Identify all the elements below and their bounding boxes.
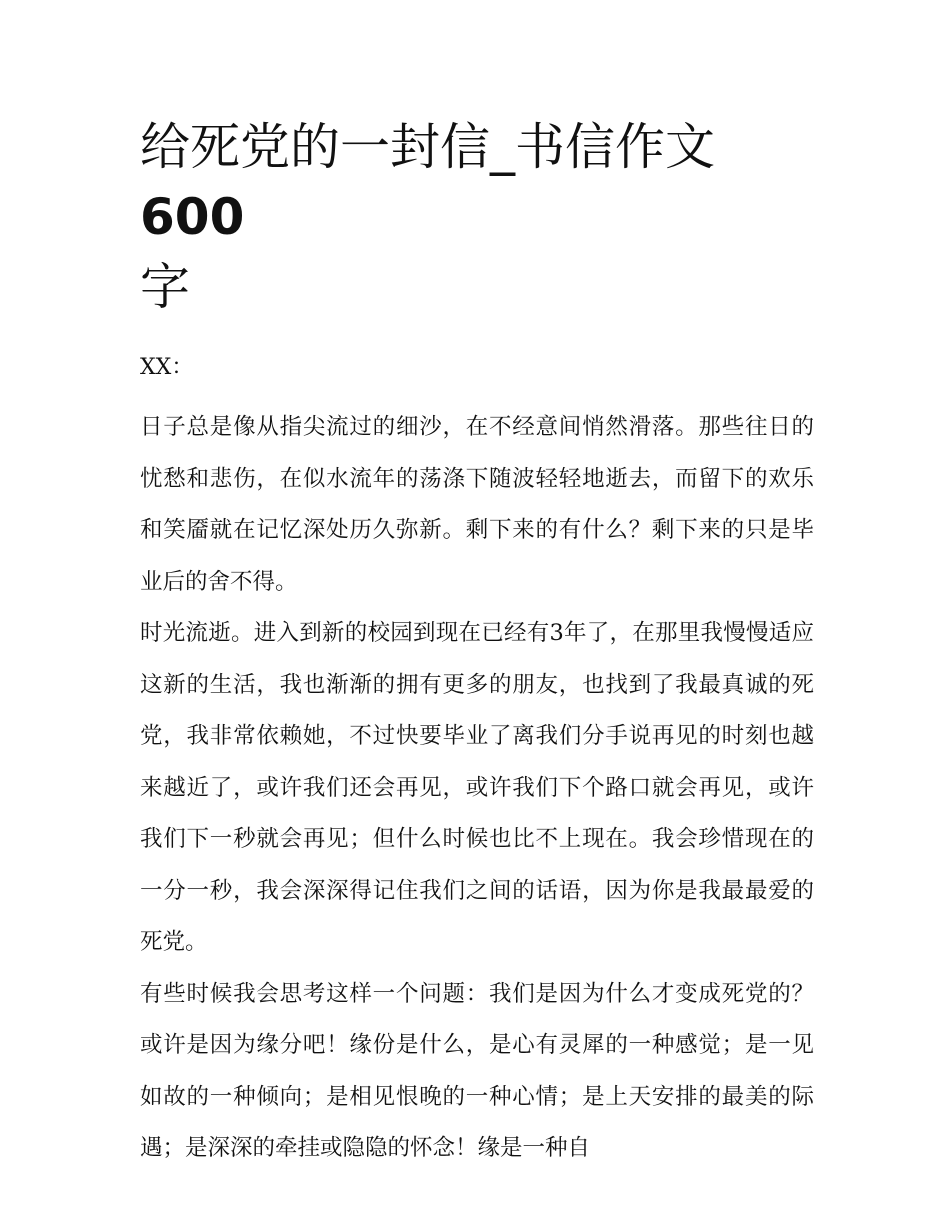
title-number: 600 bbox=[140, 188, 245, 246]
paragraph-2: 时光流逝。进入到新的校园到现在已经有3年了，在那里我慢慢适应这新的生活，我也渐渐的拥有更多的朋友，也找到了我最真诚的死党，我非常依赖她，不过快要毕业了离我们分手说再见的时刻也越来越近了，或许我们还会再见，或许我们下个路口就会再见，或许我们下一秒就会再见；但什么时候也比不上现在。我会珍惜现在的一分一秒，我会深深得记住我们之间的话语，因为你是我最最爱的死党。 bbox=[140, 620, 814, 955]
document-page bbox=[140, 112, 814, 1175]
title-text: 给死党的一封信_书信作文 bbox=[140, 118, 715, 176]
paragraph-3: 有些时候我会思考这样一个问题：我们是因为什么才变成死党的？或许是因为缘分吧！缘份是什么，是心有灵犀的一种感觉；是一见如故的一种倾向；是相见恨晚的一种心情；是上天安排的最美的际遇；是深深的牵挂或隐隐的怀念！缘是一种自 bbox=[140, 980, 814, 1161]
document-title bbox=[140, 112, 814, 322]
paragraph-1: 日子总是像从指尖流过的细沙，在不经意间悄然滑落。那些往日的忧愁和悲伤，在似水流年的荡涤下随波轻轻地逝去，而留下的欢乐和笑靥就在记忆深处历久弥新。剩下来的有什么？剩下来的只是毕业后的舍不得。 bbox=[140, 414, 814, 595]
salutation: XX： bbox=[140, 355, 194, 380]
title-tail: 字 bbox=[140, 258, 190, 316]
